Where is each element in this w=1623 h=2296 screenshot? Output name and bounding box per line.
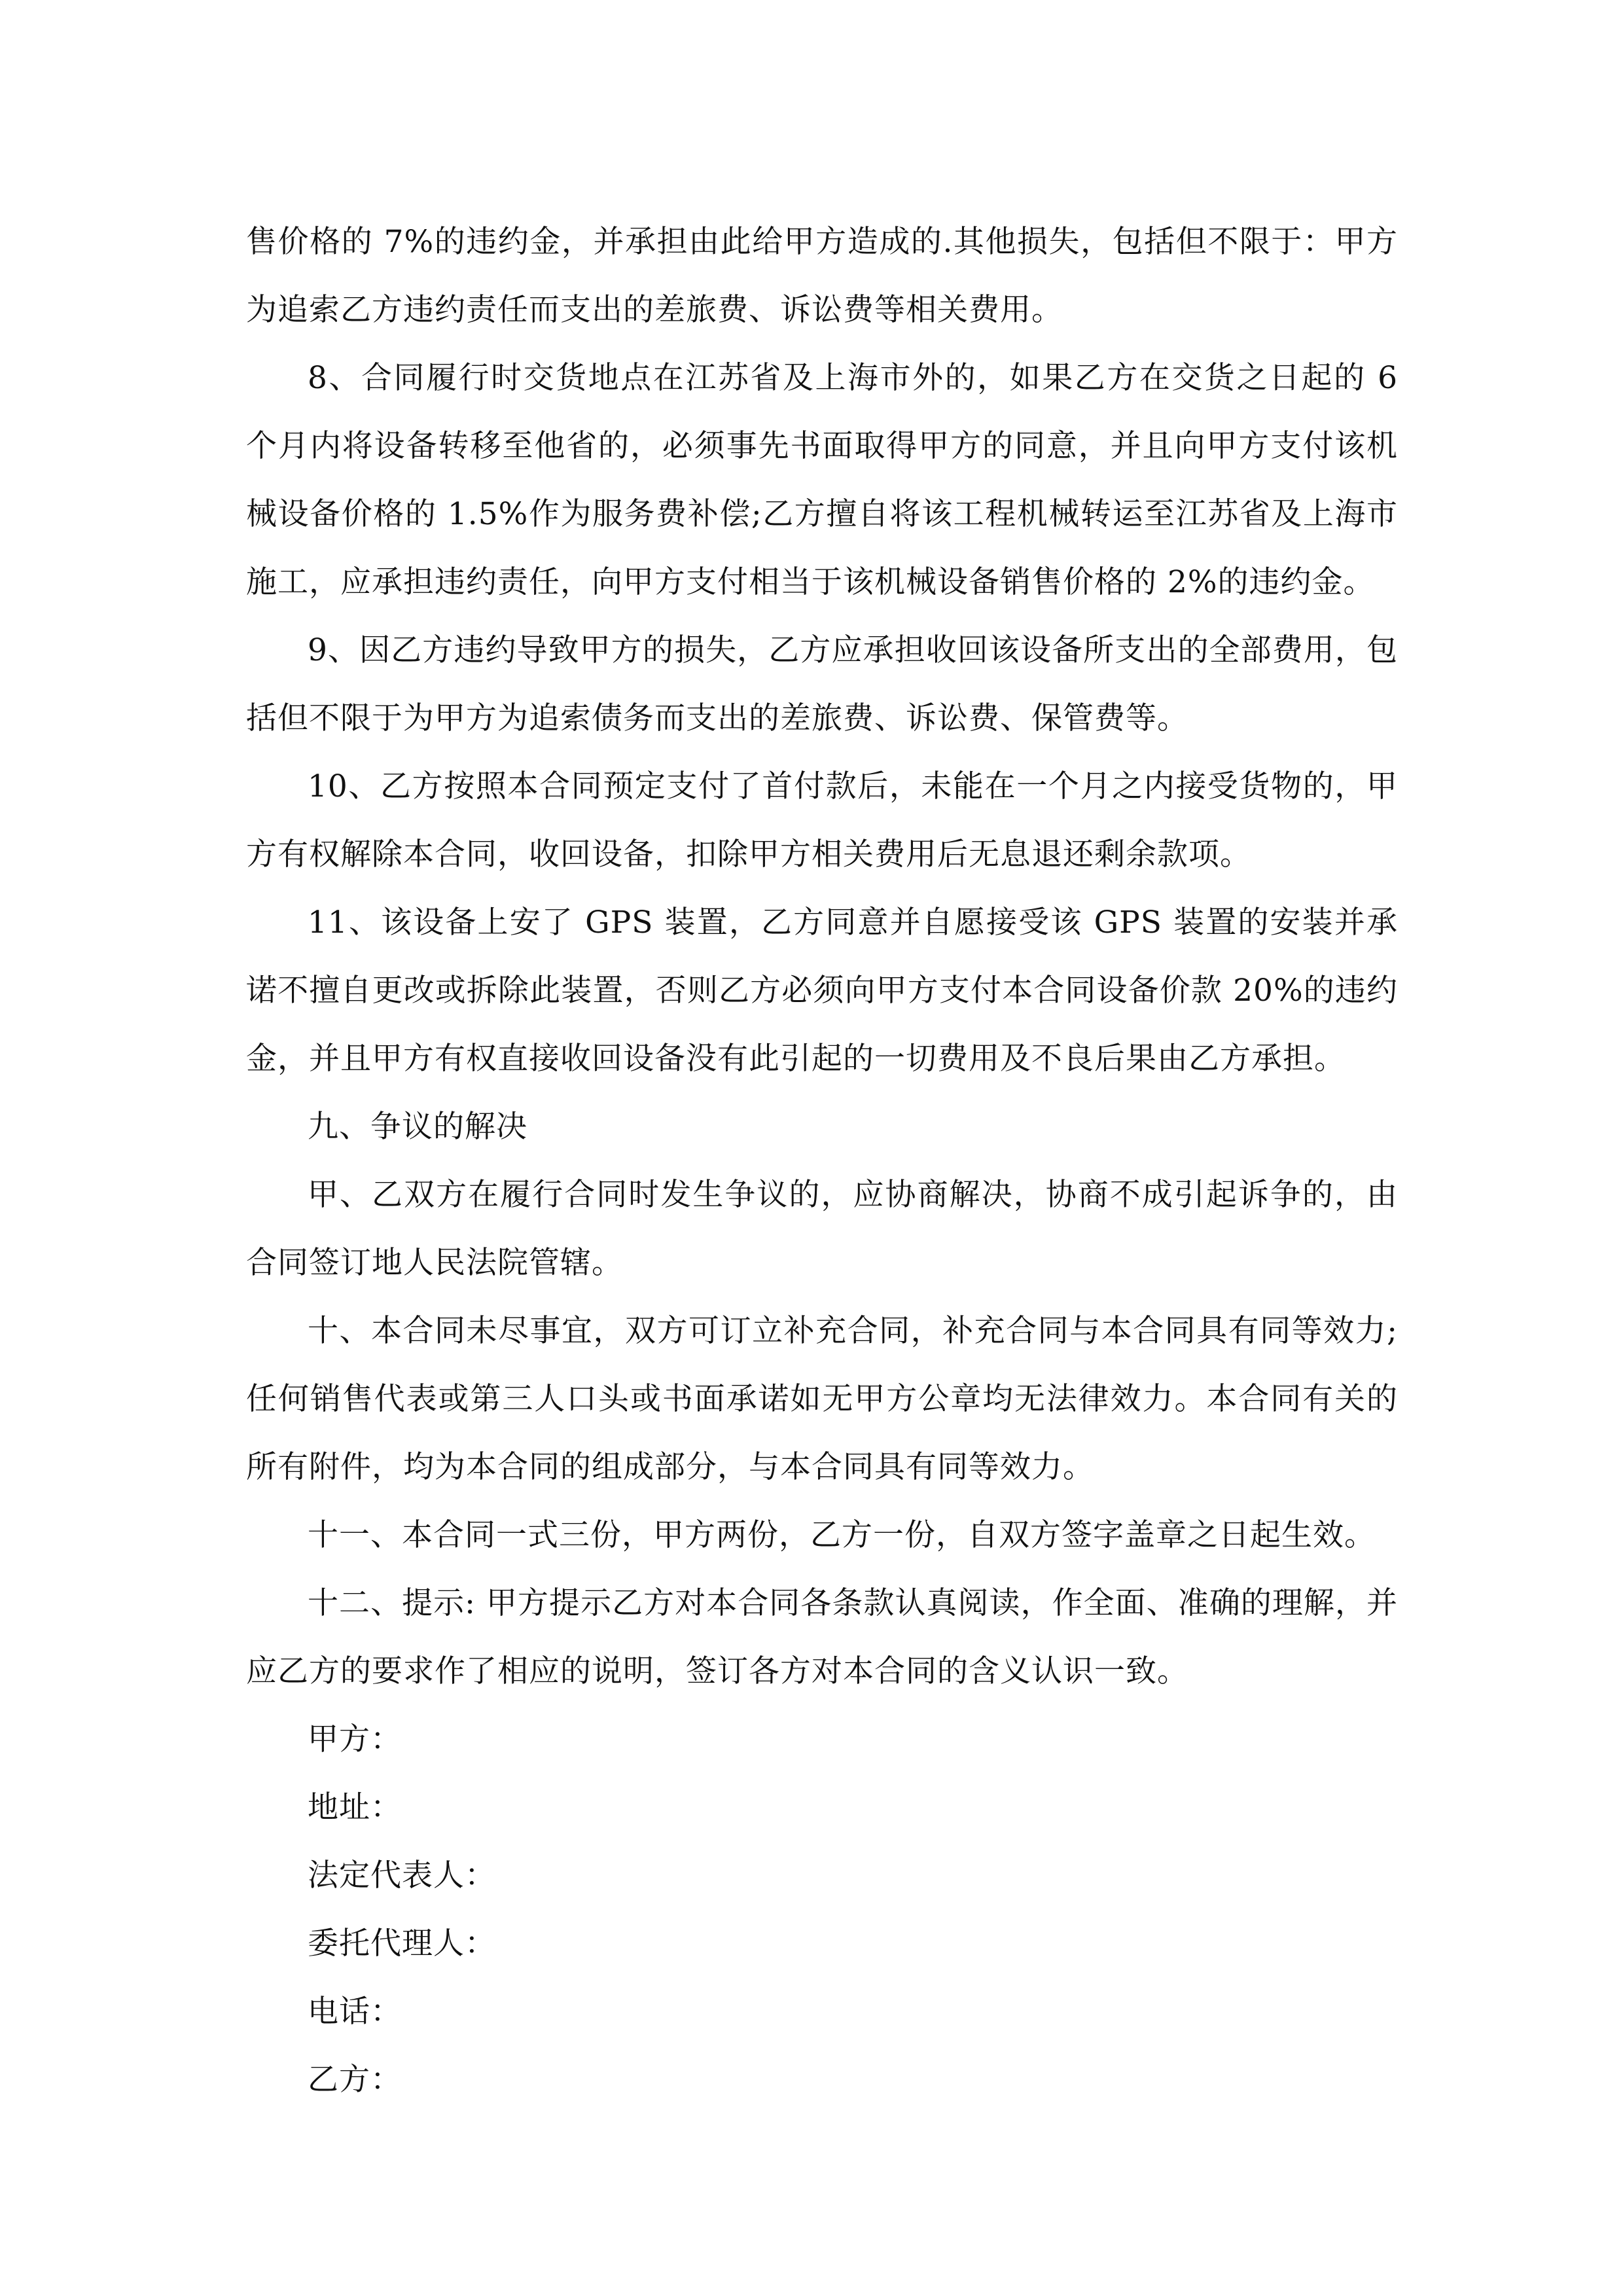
clause-11: 11、该设备上安了 GPS 装置，乙方同意并自愿接受该 GPS 装置的安装并承诺不擅自更改或拆除此装置，否则乙方必须向甲方支付本合同设备价款 20%的违约金，并且甲方有权直接收回设备没有此引起的一切费用及不良后果由乙方承担。 bbox=[246, 905, 1398, 1077]
section-10-text: 十、本合同未尽事宜，双方可订立补充合同，补充合同与本合同具有同等效力;任何销售代表或第三人口头或书面承诺如无甲方公章均无法律效力。本合同有关的所有附件，均为本合同的组成部分，与本合同具有同等效力。 bbox=[246, 1313, 1398, 1485]
party-b-label: 乙方： bbox=[308, 2062, 402, 2098]
section-11-text: 十一、本合同一式三份，甲方两份，乙方一份，自双方签字盖章之日起生效。 bbox=[308, 1517, 1376, 1553]
clause-8: 8、合同履行时交货地点在江苏省及上海市外的，如果乙方在交货之日起的 6 个月内将设备转移至他省的，必须事先书面取得甲方的同意，并且向甲方支付该机械设备价格的 1.5%作为服务费补偿;乙方擅自将该工程机械转运至江苏省及上海市施工，应承担违约责任，向甲方支付相当于该机械设备销售价格的 2%的违约金。 bbox=[246, 360, 1398, 600]
contract-body bbox=[246, 208, 1398, 2114]
clause-7-continuation: 售价格的 7%的违约金，并承担由此给甲方造成的.其他损失，包括但不限于：甲方为追索乙方违约责任而支出的差旅费、诉讼费等相关费用。 bbox=[246, 224, 1398, 328]
clause-9: 9、因乙方违约导致甲方的损失，乙方应承担收回该设备所支出的全部费用，包括但不限于为甲方为追索债务而支出的差旅费、诉讼费、保管费等。 bbox=[246, 632, 1398, 736]
section-12-text: 十二、提示: 甲方提示乙方对本合同各条款认真阅读，作全面、准确的理解，并应乙方的要求作了相应的说明，签订各方对本合同的含义认识一致。 bbox=[246, 1585, 1398, 1689]
phone-label: 电话： bbox=[308, 1994, 402, 2030]
legal-representative-label: 法定代表人： bbox=[308, 1857, 496, 1893]
clause-10: 10、乙方按照本合同预定支付了首付款后，未能在一个月之内接受货物的，甲方有权解除本合同，收回设备，扣除甲方相关费用后无息退还剩余款项。 bbox=[246, 768, 1398, 872]
section-9-heading: 九、争议的解决 bbox=[308, 1109, 527, 1145]
section-9-text: 甲、乙双方在履行合同时发生争议的，应协商解决，协商不成引起诉争的，由合同签订地人民法院管辖。 bbox=[246, 1177, 1398, 1281]
party-a-label: 甲方： bbox=[308, 1721, 402, 1757]
authorized-agent-label: 委托代理人： bbox=[308, 1926, 496, 1962]
address-label: 地址： bbox=[308, 1789, 402, 1825]
